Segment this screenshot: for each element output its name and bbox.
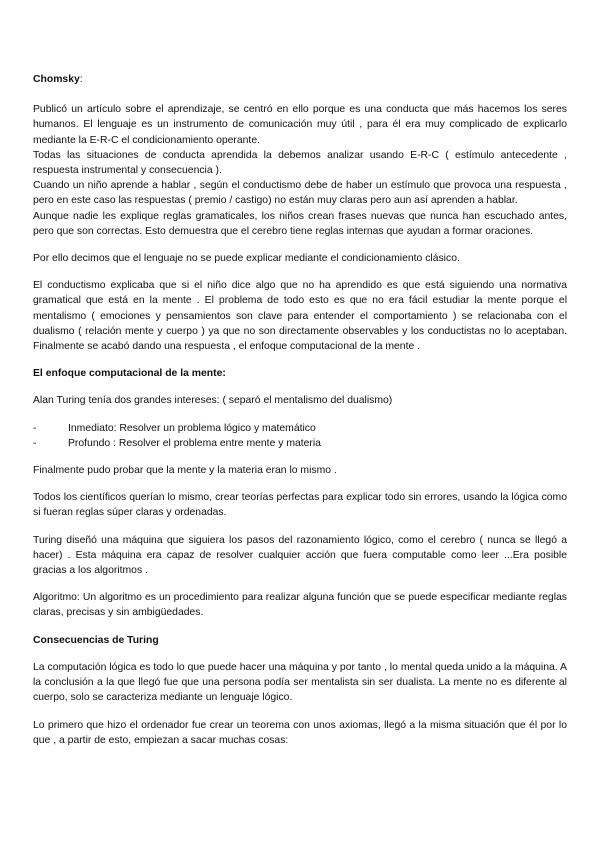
list-item-text: Inmediato: Resolver un problema lógico y matemático <box>68 422 316 434</box>
paragraph-finally: Finalmente pudo probar que la mente y la materia eran lo mismo . <box>33 465 337 477</box>
list-item <box>33 421 567 436</box>
paragraph-turing-machine: Turing diseñó una máquina que siguiera los pasos del razonamiento lógico, como el cerebro ( nunca se llegó a hacer) . Esta máquina era capaz de resolver cualquier acción que fuera computable como leer ...Era posible gracias a los algoritmos . <box>33 534 567 577</box>
paragraph-classic-conditioning: Por ello decimos que el lenguaje no se puede explicar mediante el condicionamiento clásico. <box>33 253 460 265</box>
paragraph-scientists: Todos los científicos querían lo mismo, crear teorías perfectas para explicar todo sin errores, usando la lógica como si fueran reglas súper claras y ordenadas. <box>33 492 567 519</box>
paragraph-computer: Lo primero que hizo el ordenador fue crear un teorema con unos axiomas, llegó a la misma situación que él por lo que , a partir de esto, empiezan a sacar muchas cosas: <box>33 719 567 746</box>
list-dash: - <box>33 437 37 449</box>
list-item-text: Profundo : Resolver el problema entre mente y materia <box>68 437 321 449</box>
paragraph-turing-intro: Alan Turing tenía dos grandes intereses: ( separó el mentalismo del dualismo) <box>33 395 393 407</box>
heading-colon: : <box>79 74 83 85</box>
paragraph-computation: La computación lógica es todo lo que puede hacer una máquina y por tanto , lo mental queda unido a la máquina. A la conclusión a la que llegó fue que una persona podía ser mentalista sin ser dualista. La mente no es diferente al cuerpo, solo se caracteriza mediante un lenguaje lógico. <box>33 661 567 704</box>
section-heading-computational: El enfoque computacional de la mente: <box>33 368 226 380</box>
paragraph-chomsky-3: Cuando un niño aprende a hablar , según el conductismo debe de haber un estímulo que provoca una respuesta , pero en este caso las respuestas ( premio / castigo) no están muy claras pero aun así aprenden a hablar. <box>33 180 567 207</box>
section-heading-chomsky <box>33 72 567 87</box>
paragraph-chomsky-4: Aunque nadie les explique reglas gramaticales, los niños crean frases nuevas que nunca han escuchado antes, pero que son correctas. Esto demuestra que el cerebro tiene reglas internas que ayudan a formar oraciones. <box>33 210 567 237</box>
paragraph-chomsky-1: Publicó un artículo sobre el aprendizaje, se centró en ello porque es una conducta que más hacemos los seres humanos. El lenguaje es un instrumento de comunicación muy útil , para él era muy complicado de explicarlo mediante la E-R-C el condicionamiento operante. <box>33 104 567 146</box>
document-page <box>33 72 567 748</box>
paragraph-chomsky-2: Todas las situaciones de conducta aprendida la debemos analizar usando E-R-C ( estímulo antecedente , respuesta instrumental y consecuencia ). <box>33 149 567 177</box>
paragraph-algorithm: Algoritmo: Un algoritmo es un procedimiento para realizar alguna función que se puede especificar mediante reglas claras, precisas y sin ambigüedades. <box>33 592 567 619</box>
turing-interests-list <box>33 421 567 451</box>
list-item <box>33 436 567 451</box>
section-heading-consequences: Consecuencias de Turing <box>33 634 159 646</box>
paragraph-behaviorism: El conductismo explicaba que si el niño dice algo que no ha aprendido es que está siguiendo una normativa gramatical que está en la mente . El problema de todo esto es que no era fácil estudiar la mente porque el mentalismo ( emociones y pensamientos son clave para entender el comportamiento ) se relacionaba con el dualismo ( relación mente y cuerpo ) ya que no son directamente observables y los conductistas no lo aceptaban. Finalmente se acabó dando una respuesta , el enfoque computacional de la mente . <box>33 280 567 353</box>
heading-text: Chomsky <box>33 74 80 85</box>
list-dash: - <box>33 422 37 434</box>
